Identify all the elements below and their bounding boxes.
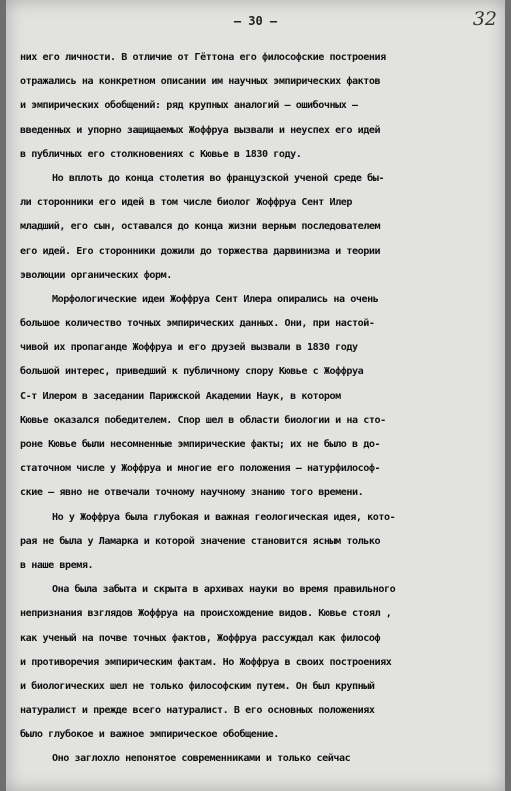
text-line: эволюции органических форм. (20, 269, 172, 281)
text-line: было глубокое и важное эмпирическое обобщение. (20, 729, 279, 741)
text-line: введенных и упорно защищаемых Жоффруа вызвали и неуспех его идей (20, 124, 381, 136)
text-line: С-т Илером в заседании Парижской Академии Наук, в котором (20, 390, 341, 402)
text-line: Кювье оказался победителем. Спор шел в области биологии и на сто- (20, 414, 386, 426)
page-number: — 30 — (233, 14, 278, 28)
text-line: непризнания взглядов Жоффруа на происхождение видов. Кювье стоял , (20, 608, 392, 620)
text-line: большой интерес, приведший к публичному спору Кювье с Жоффруа (20, 366, 364, 378)
archive-page-number: 32 (472, 8, 497, 30)
text-line: как ученый на почве точных фактов, Жоффруа рассуждал как философ (20, 632, 381, 644)
text-line: и эмпирических обобщений: ряд крупных аналогий — ошибочных — (20, 100, 358, 112)
text-line: и противоречия эмпирическим фактам. Но Жоффруа в своих построениях (20, 656, 392, 668)
text-line: отражались на конкретном описании им научных эмпирических фактов (20, 76, 381, 88)
text-line: статочном числе у Жоффруа и многие его положения — натурфилософ- (20, 463, 381, 475)
text-line: Но вплоть до конца столетия во французской ученой среде бы- (52, 172, 384, 184)
text-line: Но у Жоффруа была глубокая и важная геологическая идея, кото- (52, 511, 396, 523)
text-line: в публичных его столкновениях с Кювье в 1830 году. (20, 148, 302, 160)
text-line: и биологических шел не только философским путем. Он был крупный (20, 680, 375, 692)
text-line: натуралист и прежде всего натуралист. В его основных положениях (20, 705, 375, 717)
text-line: его идей. Его сторонники дожили до торжества дарвинизма и теории (20, 245, 381, 257)
text-line: в наше время. (20, 559, 94, 571)
text-line: большое количество точных эмпирических данных. Они, при настой- (20, 318, 375, 330)
text-line: рая не была у Ламарка и которой значение становится ясным только (20, 535, 381, 547)
text-line: Морфологические идеи Жоффруа Сент Илера опирались на очень (52, 293, 379, 305)
text-line: Она была забыта и скрыта в архивах науки во время правильного (52, 584, 396, 596)
text-line: ские — явно не отвечали точному научному знанию того времени. (20, 487, 364, 499)
typewritten-text (20, 46, 504, 772)
text-line: роне Кювье были несомненные эмпирические факты; их не было в до- (20, 439, 381, 450)
text-line: чивой их пропаганде Жоффруа и его друзей вызвали в 1830 году (20, 342, 358, 354)
text-line: ли сторонники его идей в том числе биолог Жоффруа Сент Илер (20, 197, 352, 209)
text-line: Оно заглохло непонятое современниками и только сейчас (52, 753, 351, 765)
text-line: младший, его сын, оставался до конца жизни верным последователем (20, 221, 381, 233)
text-line: них его личности. В отличие от Гёттона его философские построения (20, 52, 386, 63)
document-page (6, 0, 505, 791)
